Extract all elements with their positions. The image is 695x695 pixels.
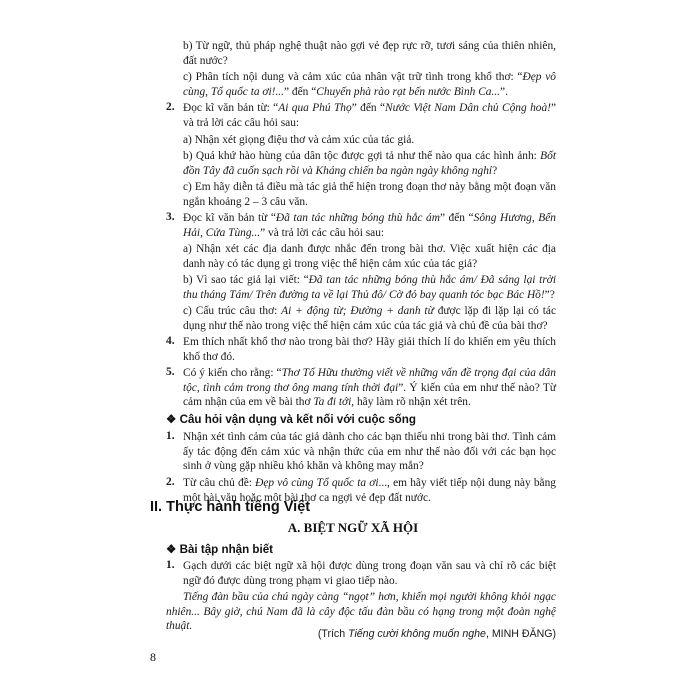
- question-4-number: 4.: [166, 335, 175, 347]
- question-1b: b) Từ ngữ, thủ pháp nghệ thuật nào gợi vẻ đẹp rực rỡ, tươi sáng của thiên nhiên, đất nước?: [183, 40, 556, 67]
- question-2b: b) Quá khứ hào hùng của dân tộc được gợi tả như thế nào qua các hình ảnh: Bốt đồn Tây đã cuốn sạch rồi và Kháng chiến ba ngàn ngày không nghỉ?: [183, 150, 556, 177]
- question-3-number: 3.: [166, 211, 175, 223]
- quoted-passage: Tiếng đàn bầu của chú ngày càng “ngọt” hơn, khiến mọi người không khỏi ngạc nhiên... Bây giờ, chú Nam đã là cây độc tấu đàn bầu có hạng trong một đoàn nghệ thuật.: [166, 591, 556, 632]
- question-5: Có ý kiến cho rằng: “Thơ Tố Hữu thường viết về những vấn đề trọng đại của dân tộc, tình cảm trong thơ ông mang tính thời đại”. Ý kiến của em như thế nào? Từ cảm nhận của em về bài thơ Ta đi tới, hãy làm rõ nhận xét trên.: [183, 367, 556, 408]
- subsection-title: A. BIỆT NGỮ XÃ HỘI: [287, 520, 419, 535]
- exercise-1: Gạch dưới các biệt ngữ xã hội được dùng trong đoạn văn sau và chỉ rõ các biệt ngữ đó được dùng trong phạm vi giao tiếp nào.: [183, 560, 556, 587]
- section-heading-apply: ❖ Câu hỏi vận dụng và kết nối với cuộc sống: [166, 413, 416, 426]
- q1c-quote-start: Đẹp vô cùng, Tổ quốc ta ơi!...: [183, 71, 556, 98]
- apply-2-number: 2.: [166, 476, 175, 488]
- question-2: Đọc kĩ văn bản từ: “Ai qua Phú Thọ” đến “Nước Việt Nam Dân chủ Cộng hoà!” và trả lời các câu hỏi sau:: [183, 102, 557, 129]
- page-number: 8: [150, 650, 156, 664]
- q1c-quote-end: Chuyến phà rào rạt bến nước Bình Ca...: [316, 85, 501, 98]
- question-3b: b) Vì sao tác giả lại viết: “Đã tan tác những bóng thù hắc ám/ Đã sáng lại trời thu tháng Tám/ Trên đường ta về lại Thủ đô/ Cờ đỏ bay quanh tóc bạc Bác Hồ!”?: [183, 274, 556, 301]
- apply-question-2: Từ câu chủ đề: Đẹp vô cùng Tổ quốc ta ơi..., em hãy viết tiếp nội dung này bằng một bài văn hoặc một bài thơ ca ngợi vẻ đẹp đất nước.: [183, 477, 556, 504]
- citation: (Trích Tiếng cười không muốn nghe, MINH ĐĂNG): [317, 628, 556, 640]
- part-heading: II. Thực hành tiếng Việt: [150, 499, 311, 515]
- question-2-number: 2.: [166, 101, 175, 113]
- section-heading-exercise: ❖ Bài tập nhận biết: [166, 543, 274, 556]
- exercise-1-number: 1.: [166, 559, 175, 571]
- question-2c: c) Em hãy diễn tả điều mà tác giả thể hiện trong đoạn thơ này bằng một đoạn văn ngắn khoảng 2 – 3 câu văn.: [183, 181, 556, 208]
- question-2a: a) Nhận xét giọng điệu thơ và cảm xúc của tác giả.: [183, 134, 415, 146]
- apply-question-1: Nhận xét tình cảm của tác giả dành cho các bạn thiếu nhi trong bài thơ. Tình cảm ấy tác động đến cảm xúc và nhận thức của em như thế nào đối với các bạn học sinh ở vùng gặp nhiều khó khăn và không may mắn?: [183, 431, 556, 472]
- question-4: Em thích nhất khổ thơ nào trong bài thơ? Hãy giải thích lí do khiến em yêu thích khổ thơ đó.: [183, 336, 556, 363]
- question-3: Đọc kĩ văn bản từ “Đã tan tác những bóng thù hắc ám” đến “Sông Hương, Bến Hải, Cửa Tùng...” và trả lời các câu hỏi sau:: [183, 212, 556, 239]
- question-1c: c) Phân tích nội dung và cảm xúc của nhân vật trữ tình trong khổ thơ: “Đẹp vô cùng, Tổ quốc ta ơi!...” đến “Chuyến phà rào rạt bến nước Bình Ca...”.: [183, 71, 556, 98]
- question-5-number: 5.: [166, 366, 175, 378]
- apply-1-number: 1.: [166, 430, 175, 442]
- question-3a: a) Nhận xét các địa danh được nhắc đến trong bài thơ. Việc xuất hiện các địa danh này có tác dụng gì trong việc thể hiện cảm xúc của tác giả?: [183, 243, 556, 270]
- q1c-text: c) Phân tích nội dung và cảm xúc của nhân vật trữ tình trong khổ thơ: “: [183, 71, 523, 83]
- question-3c: c) Cấu trúc câu thơ: Ai + động từ; Đường + danh từ được lặp đi lặp lại có tác dụng như thế nào trong việc thể hiện cảm xúc của tác giả và chủ đề của bài thơ?: [183, 305, 556, 332]
